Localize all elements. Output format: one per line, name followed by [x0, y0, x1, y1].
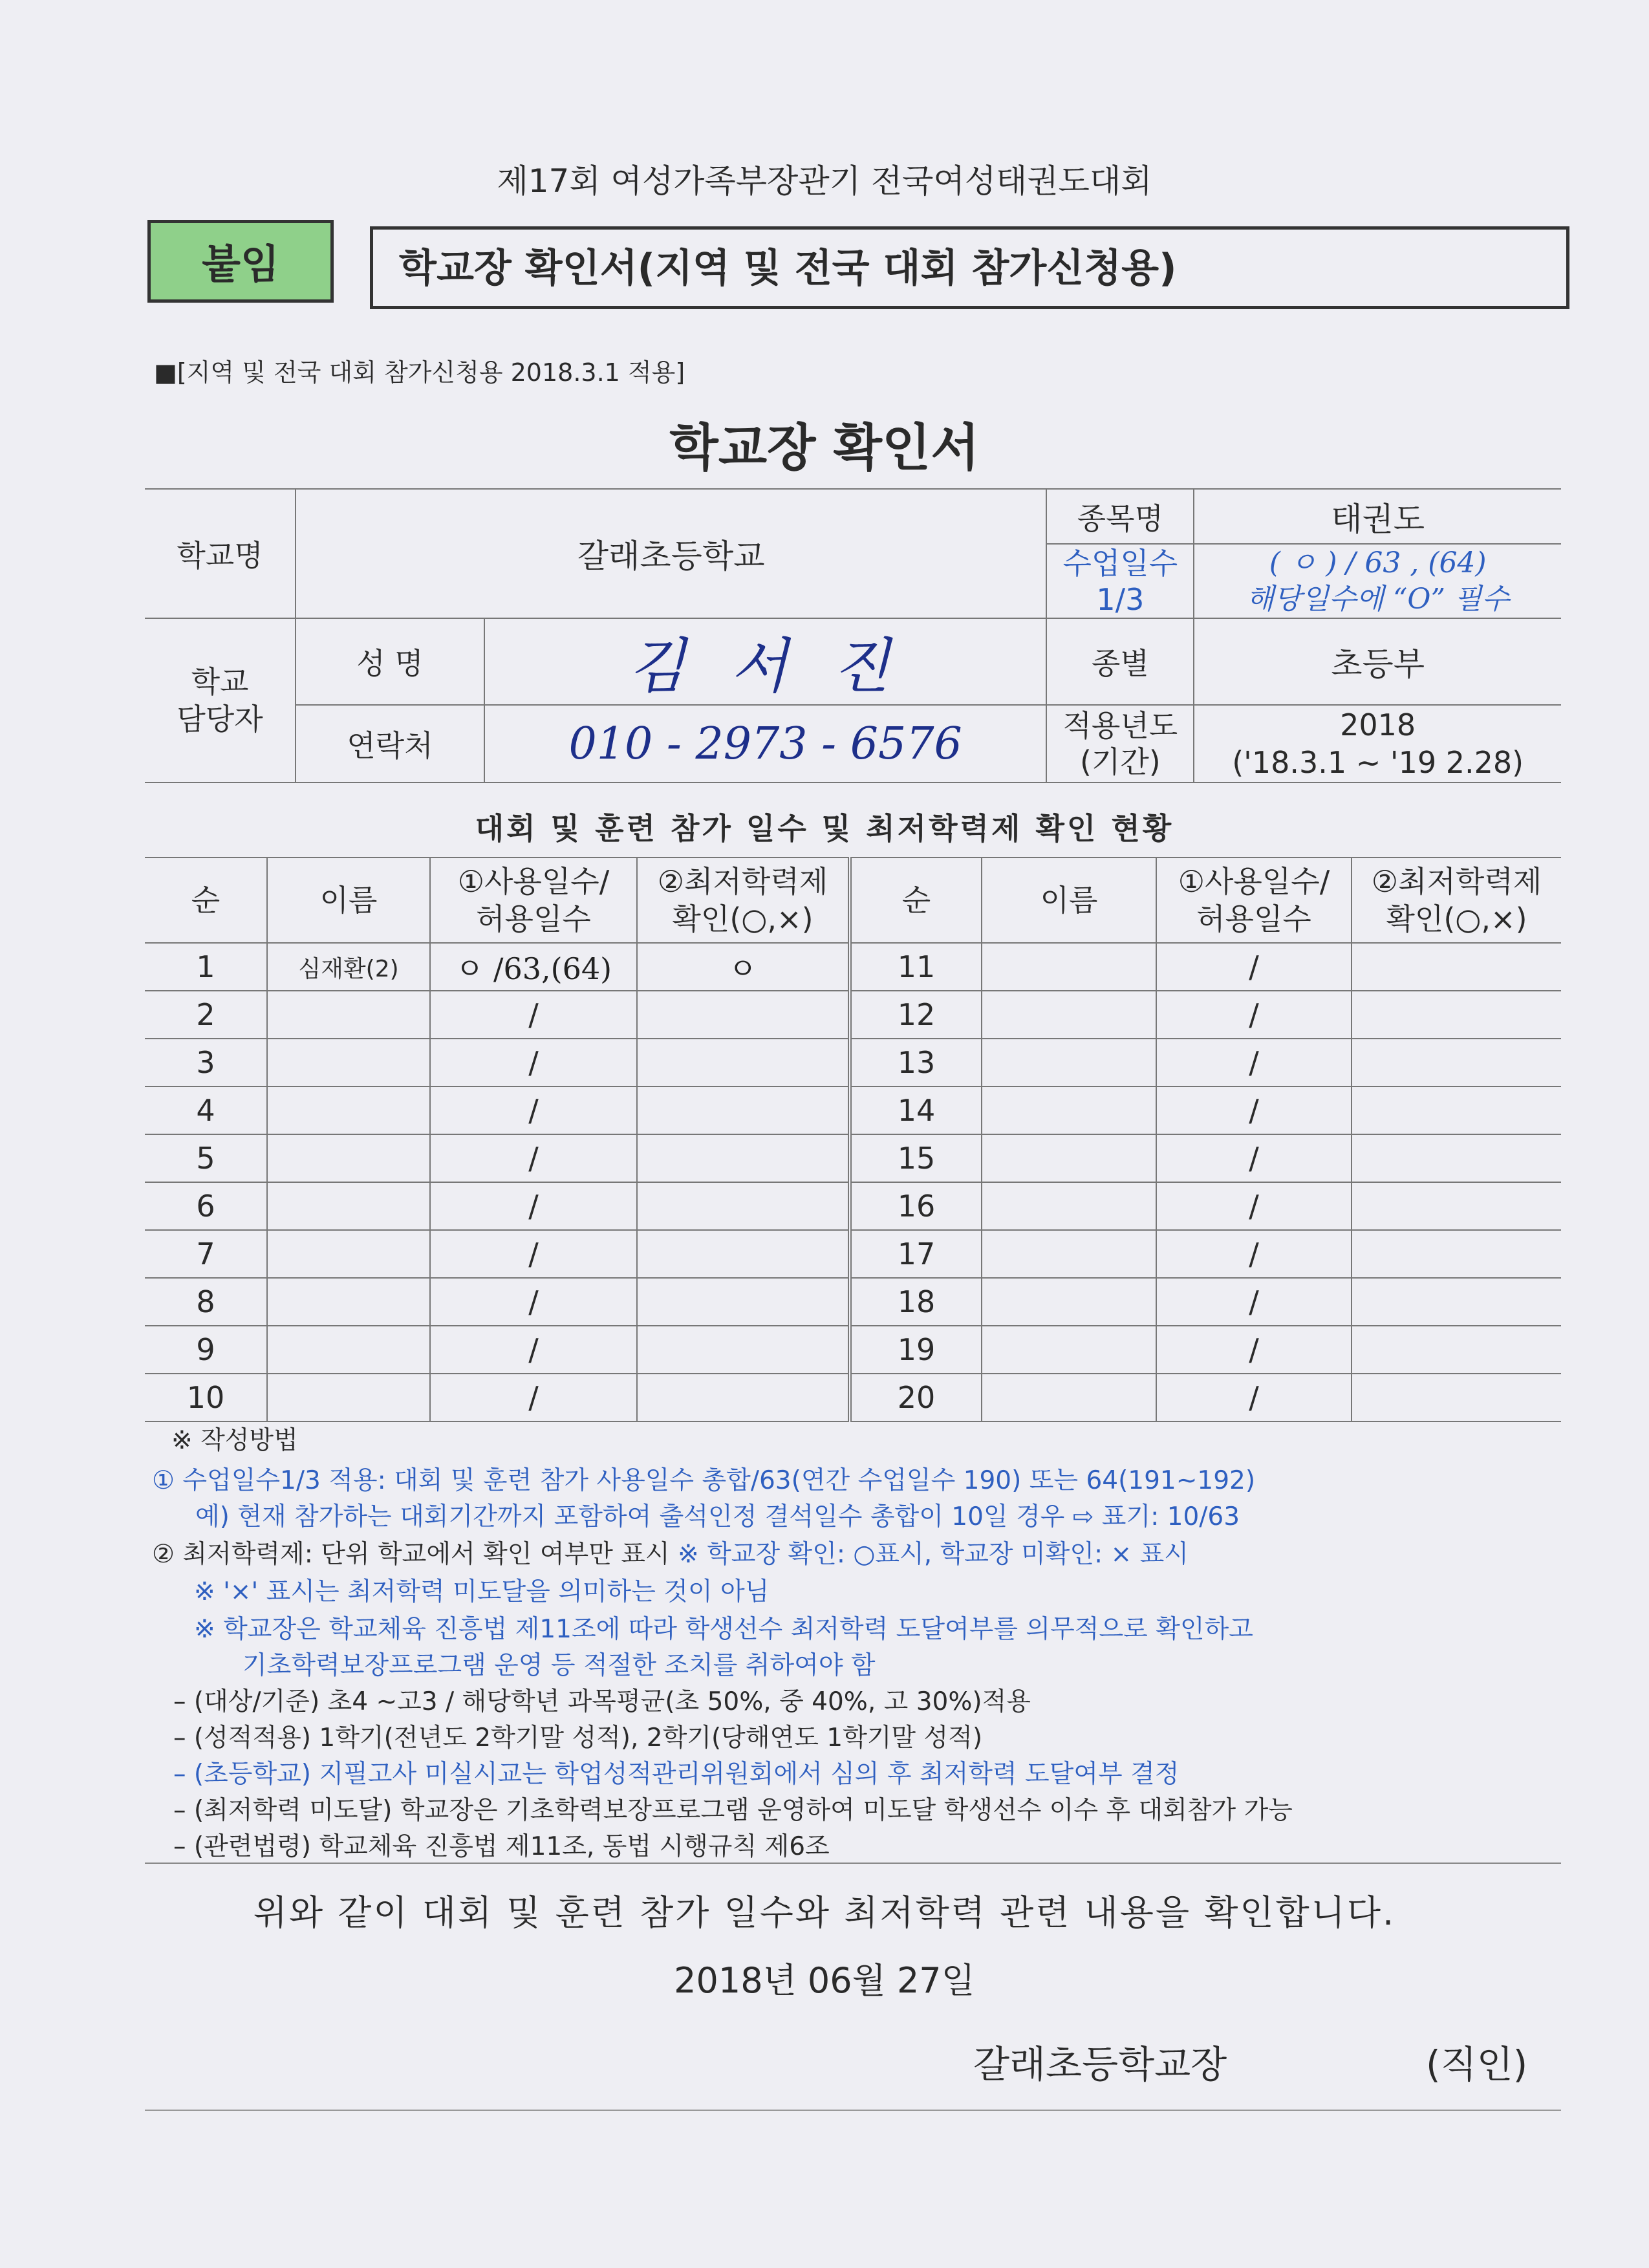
- doc-title: 학교장 확인서(지역 및 전국 대회 참가신청용): [370, 226, 1569, 309]
- row-check: [637, 991, 850, 1039]
- row-no: 12: [850, 991, 982, 1039]
- section-title: 대회 및 훈련 참가 일수 및 최저학력제 확인 현황: [475, 811, 1174, 846]
- col-days-right-line1: ①사용일수/: [1178, 864, 1330, 899]
- signer: 갈래초등학교장: [973, 2042, 1227, 2086]
- row-name: [267, 1278, 430, 1326]
- contact-label: 연락처: [296, 705, 484, 783]
- row-name: [267, 991, 430, 1039]
- bottom-divider: [145, 2110, 1561, 2111]
- row-no: 4: [145, 1086, 267, 1134]
- row-check: [1352, 1374, 1561, 1421]
- division-label: 종별: [1046, 618, 1194, 705]
- info-table: [145, 488, 1561, 783]
- col-check: [637, 858, 850, 943]
- row-no: 3: [145, 1039, 267, 1086]
- row-no: 16: [850, 1182, 982, 1230]
- event-title: 제17회 여성가족부장관기 전국여성태권도대회: [497, 162, 1152, 200]
- row-no: 13: [850, 1039, 982, 1086]
- days-label-line2: 1/3: [1096, 581, 1145, 617]
- row-days: /: [430, 991, 637, 1039]
- row-name: [267, 1039, 430, 1086]
- table-row: [145, 1134, 1561, 1182]
- row-no: 14: [850, 1086, 982, 1134]
- row-check: [637, 1230, 850, 1278]
- row-check: [1352, 1278, 1561, 1326]
- row-name: [982, 1278, 1156, 1326]
- row-check: ㅇ: [637, 943, 850, 991]
- col-days: [430, 858, 637, 943]
- table-row: [145, 1086, 1561, 1134]
- row-days: /: [430, 1134, 637, 1182]
- row-no: 7: [145, 1230, 267, 1278]
- row-check: [637, 1039, 850, 1086]
- year-value: [1194, 705, 1561, 783]
- row-days: /: [430, 1182, 637, 1230]
- row-no: 18: [850, 1278, 982, 1326]
- row-no: 1: [145, 943, 267, 991]
- attach-label: 붙임: [147, 220, 334, 303]
- row-name: [982, 1039, 1156, 1086]
- row-check: [637, 1326, 850, 1374]
- detail-4: – (최저학력 미도달) 학교장은 기초학력보장프로그램 운영하여 미도달 학생선수 이수 후 대회참가 가능: [173, 1796, 1293, 1825]
- row-days: /: [1156, 1326, 1352, 1374]
- row-no: 17: [850, 1230, 982, 1278]
- days-value: [1194, 544, 1561, 618]
- row-name: [982, 1326, 1156, 1374]
- row-days: ㅇ /63,(64): [430, 943, 637, 991]
- row-no: 6: [145, 1182, 267, 1230]
- row-check: [1352, 943, 1561, 991]
- table-row: [145, 1278, 1561, 1326]
- col-check-right-line1: ②최저학력제: [1371, 864, 1542, 899]
- year-label: [1046, 705, 1194, 783]
- year-value-line2: ('18.3.1 ~ '19 2.28): [1232, 745, 1524, 780]
- row-name: [982, 1230, 1156, 1278]
- detail-5: – (관련법령) 학교체육 진흥법 제11조, 동법 시행규칙 제6조: [173, 1832, 830, 1861]
- table-row: [145, 1230, 1561, 1278]
- row-check: [637, 1278, 850, 1326]
- row-no: 10: [145, 1374, 267, 1421]
- row-days: /: [1156, 1230, 1352, 1278]
- days-value-line2: 해당일수에 “O” 필수: [1246, 582, 1509, 616]
- row-days: /: [430, 1086, 637, 1134]
- row-name: [982, 1086, 1156, 1134]
- row-no: 8: [145, 1278, 267, 1326]
- row-days: /: [430, 1278, 637, 1326]
- row-name: [267, 1374, 430, 1421]
- table-row: [145, 1326, 1561, 1374]
- row-name: [267, 1230, 430, 1278]
- manager-label: [145, 618, 296, 783]
- row-days: /: [1156, 1086, 1352, 1134]
- name-value: 김 서 진: [484, 618, 1046, 705]
- row-days: /: [1156, 943, 1352, 991]
- confirm-statement: 위와 같이 대회 및 훈련 참가 일수와 최저학력 관련 내용을 확인합니다.: [253, 1892, 1396, 1933]
- row-check: [637, 1086, 850, 1134]
- note-2: [152, 1537, 1189, 1573]
- row-name: [267, 1134, 430, 1182]
- row-no: 9: [145, 1326, 267, 1374]
- row-check: [1352, 1086, 1561, 1134]
- col-days-right-line2: 허용일수: [1196, 902, 1311, 936]
- row-days: /: [1156, 1039, 1352, 1086]
- row-days: /: [1156, 1278, 1352, 1326]
- row-check: [1352, 1230, 1561, 1278]
- note-3: ※ '×' 표시는 최저학력 미도달을 의미하는 것이 아님: [194, 1577, 770, 1606]
- row-days: /: [1156, 1374, 1352, 1421]
- row-days: /: [430, 1039, 637, 1086]
- confirm-date: 2018년 06월 27일: [674, 1960, 975, 2001]
- year-label-line1: 적용년도: [1062, 708, 1178, 743]
- detail-2: – (성적적용) 1학기(전년도 2학기말 성적), 2학기(당해연도 1학기말 성적): [173, 1723, 983, 1753]
- row-no: 19: [850, 1326, 982, 1374]
- table-row: [145, 943, 1561, 991]
- col-days-line2: 허용일수: [476, 902, 591, 936]
- row-name: [982, 943, 1156, 991]
- col-check-right: [1352, 858, 1561, 943]
- main-title: 학교장 확인서: [669, 419, 980, 477]
- year-label-line2: (기간): [1079, 744, 1161, 779]
- row-days: /: [1156, 991, 1352, 1039]
- row-name: [982, 1134, 1156, 1182]
- table-row: [145, 991, 1561, 1039]
- row-no: 20: [850, 1374, 982, 1421]
- subnote: ■[지역 및 전국 대회 참가신청용 2018.3.1 적용]: [154, 358, 685, 387]
- row-check: [1352, 1134, 1561, 1182]
- note-2-prefix: ② 최저학력제: 단위 학교에서 확인 여부만 표시: [152, 1540, 670, 1569]
- manager-label-line2: 담당자: [177, 702, 263, 737]
- row-check: [637, 1182, 850, 1230]
- row-check: [1352, 1326, 1561, 1374]
- row-check: [1352, 1039, 1561, 1086]
- table-row: [145, 1182, 1561, 1230]
- sport-value: 태권도: [1194, 489, 1561, 544]
- seal: (직인): [1426, 2042, 1528, 2086]
- row-name: [982, 1182, 1156, 1230]
- row-check: [637, 1374, 850, 1421]
- col-name-right: 이름: [982, 858, 1156, 943]
- detail-3: – (초등학교) 지필고사 미실시교는 학업성적관리위원회에서 심의 후 최저학력 도달여부 결정: [173, 1760, 1180, 1789]
- school-name: 갈래초등학교: [296, 489, 1046, 618]
- table-row: [145, 1374, 1561, 1421]
- col-check-right-line2: 확인(○,×): [1386, 902, 1527, 936]
- division-value: 초등부: [1194, 618, 1561, 705]
- days-label: [1046, 544, 1194, 618]
- row-days: /: [430, 1326, 637, 1374]
- row-name: [982, 1374, 1156, 1421]
- days-label-line1: 수업일수: [1062, 545, 1178, 581]
- note-2-suffix: ※ 학교장 확인: ○표시, 학교장 미확인: × 표시: [669, 1540, 1189, 1569]
- col-days-right: [1156, 858, 1352, 943]
- row-name: [267, 1086, 430, 1134]
- col-check-line1: ②최저학력제: [657, 864, 828, 899]
- row-check: [1352, 991, 1561, 1039]
- notes-heading: ※ 작성방법: [171, 1426, 298, 1455]
- row-no: 15: [850, 1134, 982, 1182]
- row-name: [267, 1326, 430, 1374]
- row-check: [637, 1134, 850, 1182]
- table-row: [145, 1039, 1561, 1086]
- row-days: /: [1156, 1182, 1352, 1230]
- school-label: 학교명: [145, 489, 296, 618]
- col-no: 순: [145, 858, 267, 943]
- row-no: 11: [850, 943, 982, 991]
- participation-table: [145, 857, 1561, 1422]
- days-value-line1: ( ㅇ ) / 63 , (64): [1269, 546, 1487, 579]
- name-label: 성 명: [296, 618, 484, 705]
- note-4a: ※ 학교장은 학교체육 진흥법 제11조에 따라 학생선수 최저학력 도달여부를 의무적으로 확인하고: [194, 1615, 1253, 1644]
- table-body: [145, 943, 1561, 1421]
- manager-label-line1: 학교: [191, 664, 249, 699]
- row-days: /: [430, 1374, 637, 1421]
- row-name: 심재환(2): [267, 943, 430, 991]
- col-days-line1: ①사용일수/: [457, 864, 610, 899]
- col-check-line2: 확인(○,×): [672, 902, 814, 936]
- note-1b: 예) 현재 참가하는 대회기간까지 포함하여 출석인정 결석일수 총합이 10일 경우 ⇨ 표기: 10/63: [195, 1502, 1240, 1531]
- contact-value: 010 - 2973 - 6576: [484, 705, 1046, 783]
- year-value-line1: 2018: [1340, 707, 1416, 742]
- note-4b: 기초학력보장프로그램 운영 등 적절한 조치를 취하여야 함: [242, 1651, 876, 1680]
- row-check: [1352, 1182, 1561, 1230]
- row-name: [982, 991, 1156, 1039]
- col-no-right: 순: [850, 858, 982, 943]
- row-no: 5: [145, 1134, 267, 1182]
- detail-1: – (대상/기준) 초4 ~고3 / 해당학년 과목평균(초 50%, 중 40%, 고 30%)적용: [173, 1687, 1031, 1716]
- note-1a: ① 수업일수1/3 적용: 대회 및 훈련 참가 사용일수 총합/63(연간 수업일수 190) 또는 64(191~192): [152, 1466, 1256, 1495]
- row-days: /: [1156, 1134, 1352, 1182]
- divider: [145, 1863, 1561, 1864]
- col-name: 이름: [267, 858, 430, 943]
- sport-label: 종목명: [1046, 489, 1194, 544]
- row-days: /: [430, 1230, 637, 1278]
- row-name: [267, 1182, 430, 1230]
- row-no: 2: [145, 991, 267, 1039]
